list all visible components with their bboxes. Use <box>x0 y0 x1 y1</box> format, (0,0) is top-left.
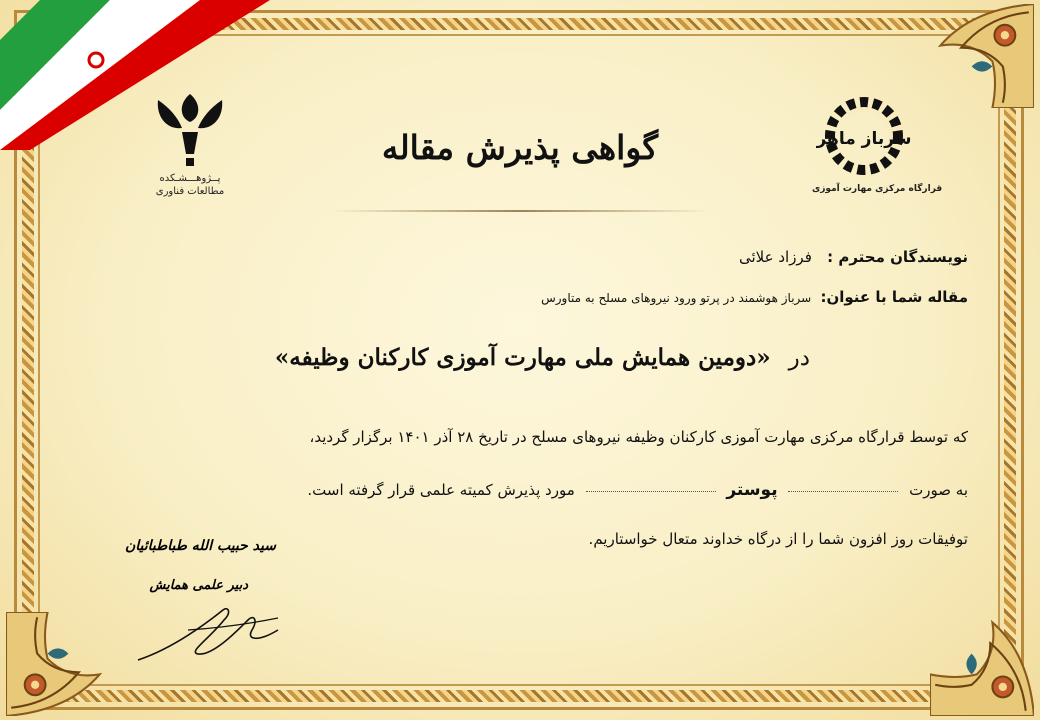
closing-sentence: توفیقات روز افزون شما را از درگاه خداوند متعال خواستاریم. <box>588 530 968 548</box>
training-hq-caption: قرارگاه مرکزی مهارت آموزی <box>812 184 943 194</box>
signatory-name: سید حبیب الله طباطبائیان <box>124 538 276 554</box>
body-paragraph-2 <box>307 480 968 500</box>
certificate-title: گواهی پذیرش مقاله <box>381 128 659 167</box>
institute-caption-line2: مطالعات فناوری <box>155 186 225 197</box>
article-label: مقاله شما با عنوان: <box>820 288 968 306</box>
hq-emblem-text: سرباز ماهر <box>816 129 912 149</box>
conference-name: «دومین همایش ملی مهارت آموزی کارکنان وظیفه» <box>274 344 771 371</box>
ornament-corner-icon <box>6 612 110 716</box>
article-value: سرباز هوشمند در پرتو ورود نیروهای مسلح به متاورس <box>541 291 812 305</box>
institute-logo-icon <box>152 88 228 168</box>
signature-block <box>124 530 288 680</box>
author-row <box>739 248 968 266</box>
dotted-line <box>788 490 898 492</box>
body-paragraph-1: که توسط قرارگاه مرکزی مهارت آموزی کارکنان وظیفه نیروهای مسلح در تاریخ ۲۸ آذر ۱۴۰۱ برگزار گردید، <box>309 428 968 446</box>
ornament-corner-icon <box>930 4 1034 108</box>
conference-row <box>275 344 810 371</box>
form-prefix: به صورت <box>909 481 968 499</box>
training-hq-emblem-icon <box>816 92 912 180</box>
ornament-corner-icon <box>930 612 1034 716</box>
handwritten-signature <box>128 590 288 670</box>
author-label: نویسندگان محترم : <box>827 248 968 266</box>
dotted-line <box>586 490 716 492</box>
author-value: فرزاد علائی <box>739 248 812 266</box>
title-divider <box>330 210 710 212</box>
form-value: پوستر <box>726 480 778 500</box>
article-row <box>541 288 968 306</box>
signatory-role: دبیر علمی همایش <box>149 578 248 593</box>
institute-logo <box>140 88 240 208</box>
conference-prefix: در <box>788 345 810 371</box>
training-hq-logo <box>812 92 943 202</box>
form-suffix: مورد پذیرش کمیته علمی قرار گرفته است. <box>307 481 575 499</box>
institute-caption-line1: پــژوهـــشـکده <box>159 173 221 184</box>
